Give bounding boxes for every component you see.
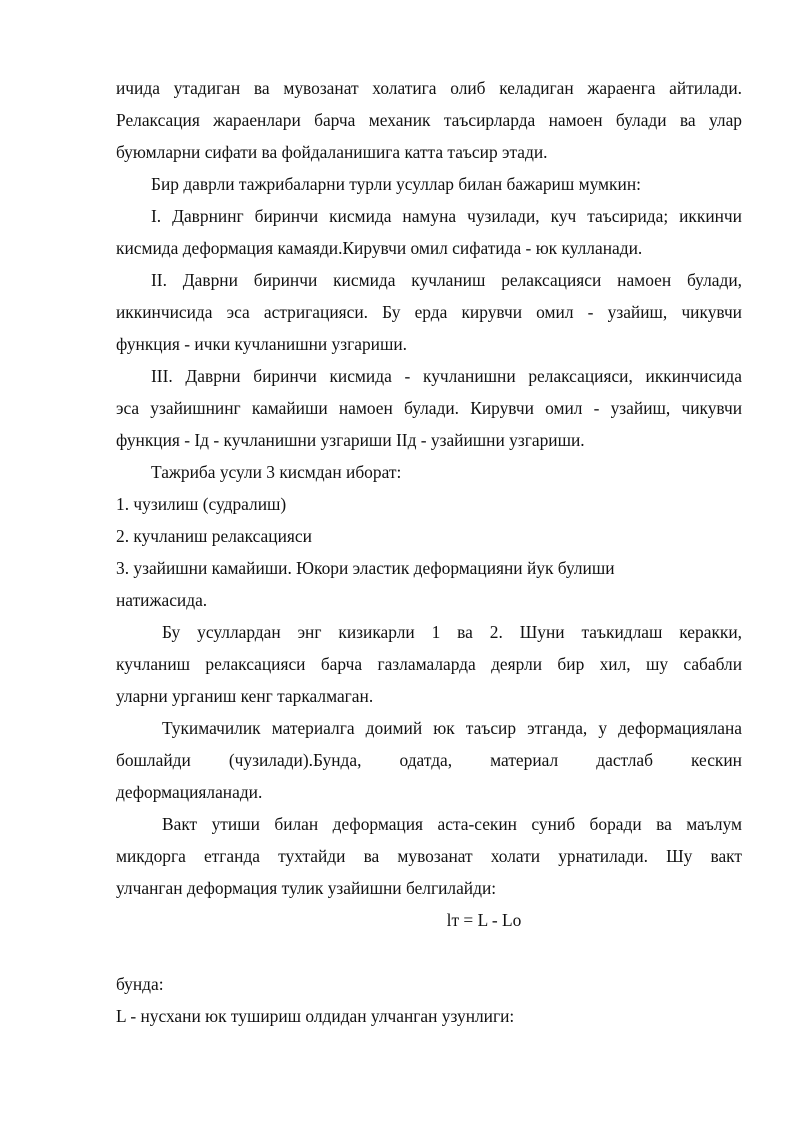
list-item: 1. чузилиш (судралиш) [116,494,287,514]
list-item: 3. узайишни камайиши. Юкори эластик деформацияни йук булиши [116,558,615,578]
text-line: Тажриба усули 3 кисмдан иборат: [151,462,402,482]
text-line: кисмида деформация камаяди.Кирувчи омил сифатида - юк кулланади. [116,238,643,258]
text-line: L - нусхани юк тушириш олдидан улчанган узунлиги: [116,1006,515,1026]
text-line: уларни урганиш кенг таркалмаган. [116,686,374,706]
text-line: бунда: [116,974,164,994]
formula [116,904,742,936]
text-line: Релаксация жараенлари барча механик таъсирларда намоен булади ва улар [116,110,742,130]
paragraph-interesting-methods [116,616,742,712]
text-line: бошлайди (чузилади).Бунда, одатда, материал дастлаб кескин [116,750,742,770]
paragraph-l-definition [116,1000,742,1032]
text-line: Бир даврли тажрибаларни турли усуллар билан бажариш мумкин: [151,174,641,194]
list-item: 2. кучланиш релаксацияси [116,526,312,546]
paragraph-method-parts [151,456,742,488]
paragraph-where [116,968,742,1000]
paragraph-period-i [116,200,742,264]
text-line: III. Даврни биринчи кисмида - кучланишни релаксацияси, иккинчисида [151,366,742,386]
text-line: иккинчисида эса астригацияси. Бу ерда кирувчи омил - узайиш, чикувчи [116,302,742,322]
text-line: функция - ички кучланишни узгариши. [116,334,408,354]
text-line: кучланиш релаксацияси барча газламаларда деярли бир хил, шу сабабли [116,654,742,674]
text-line: деформацияланади. [116,782,263,802]
paragraph-relaxation-definition [116,72,742,168]
paragraph-period-iii [116,360,742,456]
list-item-continuation: натижасида. [116,590,208,610]
text-line: I. Даврнинг биринчи кисмида намуна чузилади, куч таъсирида; иккинчи [151,206,742,226]
text-line: функция - Iд - кучланишни узгариши IIд - узайишни узгариши. [116,430,585,450]
paragraph-period-ii [116,264,742,360]
text-line: ичида утадиган ва мувозанат холатига олиб келадиган жараенга айтилади. [116,78,742,98]
text-line: улчанган деформация тулик узайишни белгилайди: [116,878,497,898]
paragraph-textile-load [116,712,742,808]
text-line: буюмларни сифати ва фойдаланишига катта таъсир этади. [116,142,548,162]
formula-text: lт = L - Lo [446,910,522,930]
text-line: микдорга етганда тухтайди ва мувозанат холати урнатилади. Шу вакт [116,846,742,866]
text-line: Бу усуллардан энг кизикарли 1 ва 2. Шуни таъкидлаш керакки, [162,622,742,642]
text-line: Тукимачилик материалга доимий юк таъсир этганда, у деформациялана [162,718,742,738]
method-list [116,488,742,616]
text-line: эса узайишнинг камайиши намоен булади. Кирувчи омил - узайиш, чикувчи [116,398,742,418]
text-line: II. Даврни биринчи кисмида кучланиш релаксацияси намоен булади, [151,270,742,290]
text-line: Вакт утиши билан деформация аста-секин суниб боради ва маълум [162,814,742,834]
paragraph-experiment-methods [151,168,742,200]
paragraph-deformation-time [116,808,742,904]
